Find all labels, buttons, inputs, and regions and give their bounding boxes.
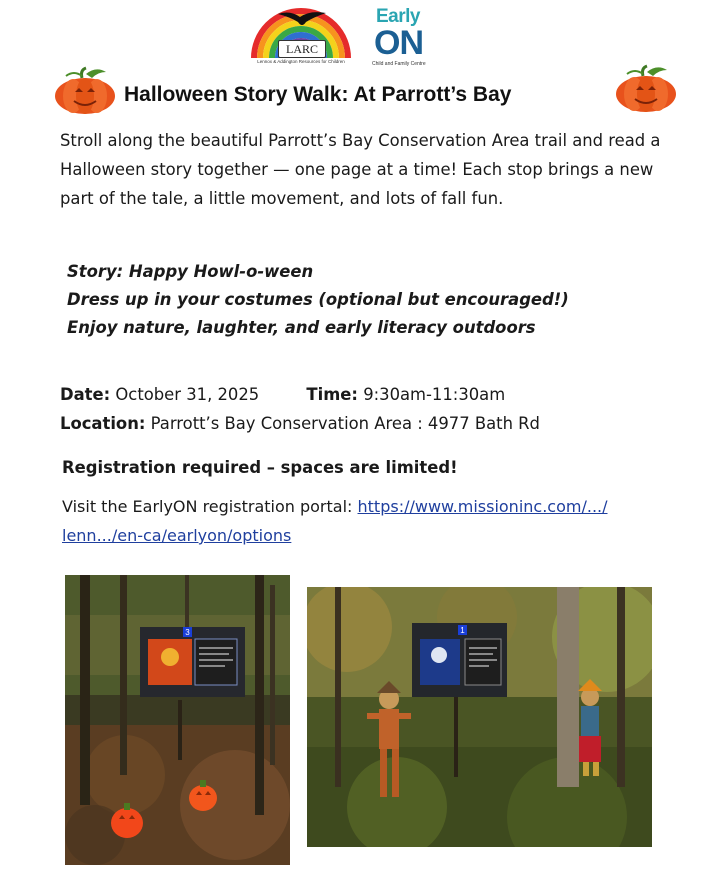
intro-paragraph: Stroll along the beautiful Parrott’s Bay Conservation Area trail and read a Halloween story together — one page at a time! Each stop brings a new part of the tale, a little movement, and lots of fall fun. [60,131,661,208]
pumpkin-icon [613,64,679,114]
portal-prefix: Visit the EarlyON registration portal: [62,497,353,516]
portal-line [62,492,692,550]
sign-number-right: 1 [460,626,465,635]
event-details [60,380,700,438]
earlyon-logo [370,6,440,70]
time-label: Time: [306,385,358,404]
nature-highlight: Enjoy nature, laughter, and early literacy outdoors [67,318,536,337]
trail-photo-left [65,575,290,865]
earlyon-tagline: Child and Family Centre [372,61,426,67]
location-label: Location: [60,414,146,433]
sign-number-left: 3 [185,628,190,637]
earlyon-word-on: ON [374,24,423,62]
registration-portal-link[interactable]: https://www.missioninc.com/.../ lenn.../en-ca/earlyon/options [62,497,608,545]
location-value: Parrott’s Bay Conservation Area : 4977 Bath Rd [150,414,540,433]
earlyon-word-early: Early [376,6,420,27]
event-title: Halloween Story Walk: At Parrott’s Bay [124,83,512,106]
larc-logo [248,8,354,68]
time-value: 9:30am-11:30am [363,385,506,404]
trail-photo-right [307,587,652,847]
date-label: Date: [60,385,111,404]
larc-tagline: Lennox & Addington Resources for Children [257,59,345,64]
registration-notice: Registration required – spaces are limited! [62,458,458,477]
costume-highlight: Dress up in your costumes (optional but encouraged!) [67,290,569,309]
time-block [306,385,505,404]
pumpkin-icon [52,66,118,116]
date-time-line [60,380,700,409]
highlights-list [67,258,687,342]
date-value: October 31, 2025 [115,385,260,404]
story-highlight: Story: Happy Howl-o-ween [67,262,314,281]
location-line [60,409,700,438]
larc-wordmark: LARC [278,40,326,58]
